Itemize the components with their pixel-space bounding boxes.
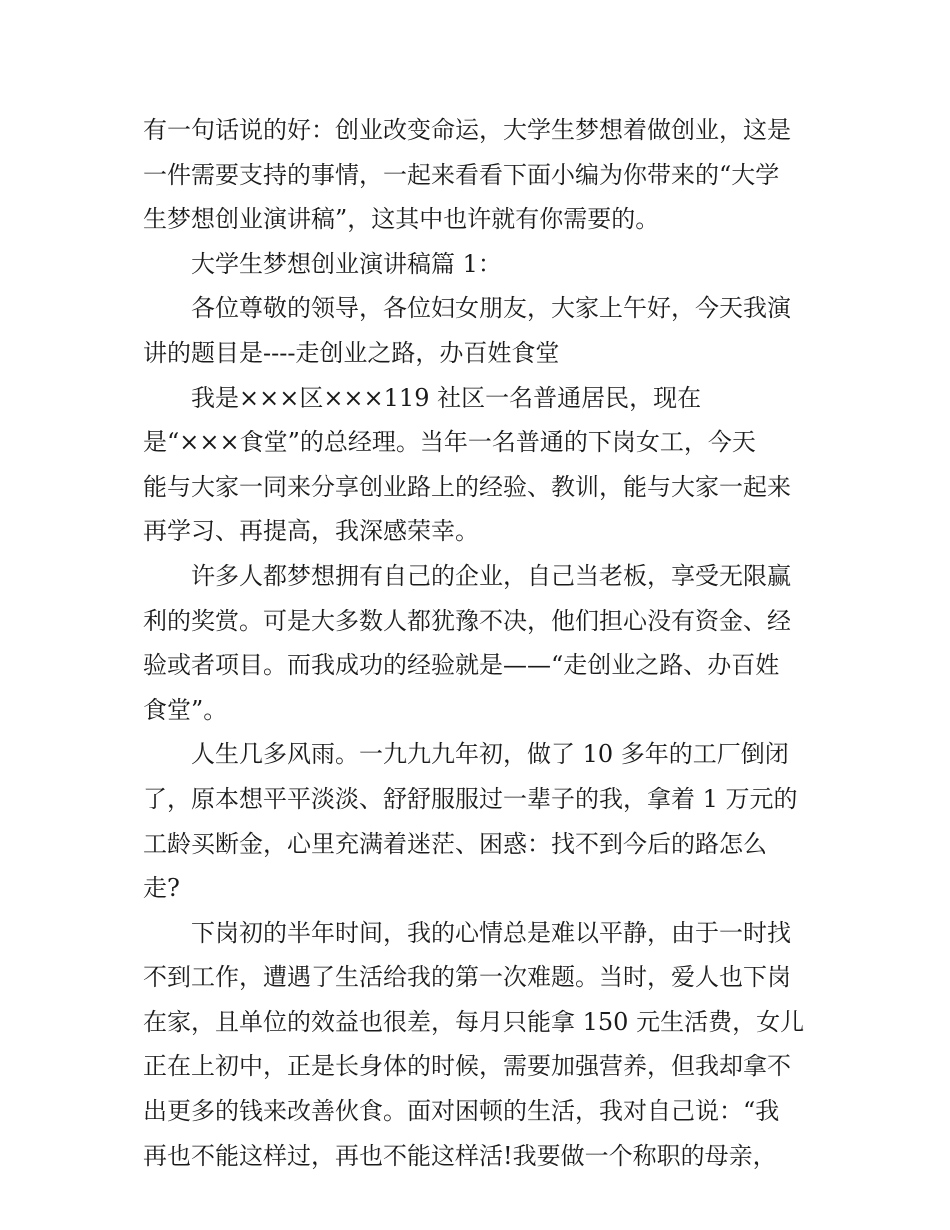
text-line: 出更多的钱来改善伙食。面对困顿的生活，我对自己说：“我 <box>143 1097 780 1126</box>
document-page <box>143 108 813 1178</box>
section-heading: 大学生梦想创业演讲稿篇 1： <box>191 249 502 278</box>
text-line: 食堂”。 <box>143 695 228 724</box>
text-line: 生梦想创业演讲稿”，这其中也许就有你需要的。 <box>143 205 660 234</box>
text-line: 了，原本想平平淡淡、舒舒服服过一辈子的我，拿着 1 万元的 <box>143 784 798 813</box>
text-line: 人生几多风雨。一九九九年初，做了 10 多年的工厂倒闭 <box>191 740 789 769</box>
text-line: 利的奖赏。可是大多数人都犹豫不决，他们担心没有资金、经 <box>143 606 791 635</box>
text-line: 下岗初的半年时间，我的心情总是难以平静，由于一时找 <box>191 918 791 947</box>
text-line: 在家，且单位的效益也很差，每月只能拿 150 元生活费，女儿 <box>143 1007 805 1036</box>
text-line: 是“×××食堂”的总经理。当年一名普通的下岗女工，今天 <box>143 428 756 457</box>
text-line: 验或者项目。而我成功的经验就是——“走创业之路、办百姓 <box>143 651 780 680</box>
text-line: 再学习、再提高，我深感荣幸。 <box>143 517 479 546</box>
text-line: 我是×××区×××119 社区一名普通居民，现在 <box>191 383 702 412</box>
text-line: 不到工作，遭遇了生活给我的第一次难题。当时，爱人也下岗 <box>143 963 791 992</box>
text-line: 正在上初中，正是长身体的时候，需要加强营养，但我却拿不 <box>143 1052 791 1081</box>
text-line: 许多人都梦想拥有自己的企业，自己当老板，享受无限赢 <box>191 561 791 590</box>
text-line: 再也不能这样过，再也不能这样活!我要做一个称职的母亲， <box>143 1141 777 1170</box>
text-line: 一件需要支持的事情，一起来看看下面小编为你带来的“大学 <box>143 160 780 189</box>
text-line: 讲的题目是----走创业之路，办百姓食堂 <box>143 338 560 367</box>
text-line: 走? <box>143 874 180 903</box>
text-line: 能与大家一同来分享创业路上的经验、教训，能与大家一起来 <box>143 472 791 501</box>
text-line: 各位尊敬的领导，各位妇女朋友，大家上午好，今天我演 <box>191 294 791 323</box>
text-line: 有一句话说的好：创业改变命运，大学生梦想着做创业，这是 <box>143 116 791 144</box>
text-line: 工龄买断金，心里充满着迷茫、困惑：找不到今后的路怎么 <box>143 829 767 858</box>
